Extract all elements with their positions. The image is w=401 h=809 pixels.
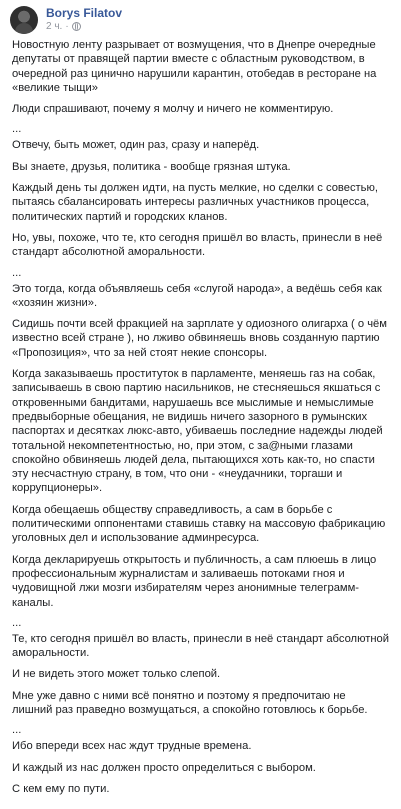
post-paragraph: Каждый день ты должен идти, на пусть мелкие, но сделки с совестью, пытаясь сбалансировать интересы различных участников процесса, политических партий и городских кланов. — [12, 182, 379, 223]
post-paragraph: Когда обещаешь обществу справедливость, а сам в борьбе с политическими оппонентами ставишь ставку на массовую фабрикацию уголовных дел и использование админресурса. — [12, 503, 386, 545]
post-separator: ... — [12, 123, 22, 136]
post-paragraph: И не видеть этого может только слепой. — [12, 668, 221, 681]
post-separator: ... — [12, 616, 22, 629]
post-paragraph: Это тогда, когда объявляешь себя «слугой народа», а ведёшь себя как «хозяин жизни». — [12, 282, 382, 309]
post-paragraph: Люди спрашивают, почему я молчу и ничего не комментирую. — [12, 103, 334, 116]
post-paragraph: Вы знаете, друзья, политика - вообще грязная штука. — [12, 160, 291, 173]
globe-icon[interactable] — [72, 22, 81, 31]
meta-separator: · — [65, 21, 69, 33]
post-separator: ... — [12, 724, 22, 737]
post-paragraph: С кем ему по пути. — [12, 782, 110, 795]
post-separator: ... — [12, 266, 22, 279]
post-header — [10, 0, 391, 38]
post-paragraph: Когда декларируешь открытость и публичность, а сам плюешь в лицо профессиональным журналистам и заливаешь потоками гноя и чудовищной лжи мозги избирателям через анонимные телеграмм-каналы. — [12, 553, 377, 609]
post-paragraph: Когда заказываешь проституток в парламенте, меняешь газ на собак, записываешь в свою партию насильников, не стесняешься якшаться с откровенными бандитами, нарушаешь все мыслимые и немыслимые предвыборные обещания, не видишь ничего зазорного в румынских паспортах и десятках люкс-авто, убиваешь последние надежды людей тотальной некомпетентностью, но, при этом, с за@ными глазами спокойно обвиняешь людей дела, пытающихся хоть как-то, но спасти эту несчастную страну, в том, что они - «неудачники, торгаши и коррупционеры». — [12, 368, 383, 495]
post-paragraph: И каждый из нас должен просто определиться с выбором. — [12, 761, 316, 774]
post-meta — [46, 7, 122, 32]
post-timestamp[interactable]: 2 ч. — [46, 21, 63, 33]
author-avatar[interactable] — [10, 6, 38, 34]
post-paragraph: Ибо впереди всех нас ждут трудные времена. — [12, 740, 252, 753]
author-name[interactable]: Borys Filatov — [46, 6, 123, 21]
post-paragraph: Но, увы, похоже, что те, кто сегодня пришёл во власть, принесли в неё стандарт абсолютной аморальности. — [12, 231, 383, 259]
post-paragraph: Отвечу, быть может, один раз, сразу и наперёд. — [12, 139, 260, 152]
post-paragraph: Новостную ленту разрывает от возмущения, что в Днепре очередные депутаты от правящей партии вместе с областным руководством, в очередной раз цинично нарушили карантин, отобедав в ресторане на «великие тыщи» — [12, 39, 377, 94]
post-text — [10, 38, 391, 796]
post-subline — [46, 21, 122, 33]
post-paragraph: Мне уже давно с ними всё понятно и поэтому я предпочитаю не лишний раз праведно возмущаться, а спокойно готовлюсь к борьбе. — [12, 689, 368, 716]
post-paragraph: Те, кто сегодня пришёл во власть, принесли в неё стандарт абсолютной аморальности. — [12, 632, 389, 660]
post-paragraph: Сидишь почти всей фракцией на зарплате у одиозного олигарха ( о чём известно всей стране ), но лживо обвиняешь вновь созданную партию «Пропозиция», что за ней стоят некие спонсоры. — [12, 318, 387, 359]
